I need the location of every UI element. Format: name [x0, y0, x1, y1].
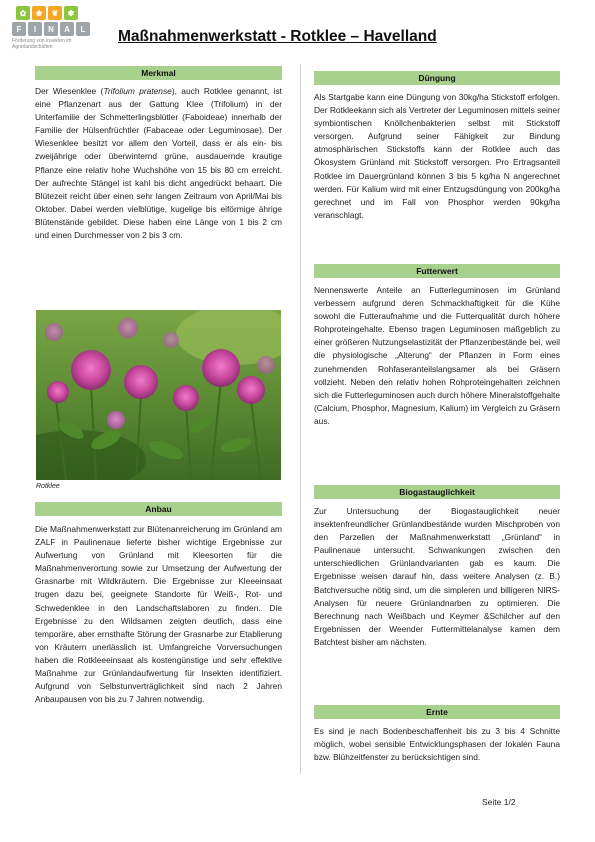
- futterwert-heading: Futterwert: [314, 264, 560, 278]
- futterwert-section: [314, 264, 560, 428]
- logo-letter: I: [28, 22, 42, 36]
- anbau-heading: Anbau: [35, 502, 282, 516]
- logo-subtitle: Förderung von Insekten im Agrarlandschaften: [12, 38, 72, 50]
- logo-leaf-icon: ❦: [48, 6, 62, 20]
- duengung-section: [314, 71, 560, 222]
- anbau-section: [35, 502, 282, 706]
- biogas-heading: Biogastauglichkeit: [314, 485, 560, 499]
- logo-bee-icon: ✿: [16, 6, 30, 20]
- futterwert-text: Nennenswerte Anteile an Futterleguminosen im Grünland verbessern aufgrund deren Schmackhaftigkeit für die Kühe sowohl die Futteraufnahme und die Futterqualität durch höhere Rohproteingehalte. Ebenso tragen Leguminosen maßgeblich zu einer größeren Nutzungselastizität der Pflanzenbestände bei, weil die physiologische „Alterung“ der Pflanzen in Form eines zunehmenden Rohfaseranteilslangsamer als bei Gräsern vollzieht. Neben den relativ hohen Rohproteingehalten zeichnen sich die Futterleguminosen auch durch höhere Mineralstoffgehalte (Calcium, Phosphor, Magnesium, Kalium) im Vergleich zu Gräsern aus.: [314, 285, 560, 426]
- logo-grain-icon: ✾: [64, 6, 78, 20]
- ernte-text: Es sind je nach Bodenbeschaffenheit bis zu 3 bis 4 Schnitte möglich, wobei sensible Entwicklungsphasen der lokalen Fauna bzw. Blühzeitfenster zu berücksichtigen sind.: [314, 726, 560, 763]
- logo-letter: N: [44, 22, 58, 36]
- logo-letter: F: [12, 22, 26, 36]
- photo-caption: Rotklee: [36, 483, 60, 490]
- biogas-section: [314, 485, 560, 649]
- page-title: Maßnahmenwerkstatt - Rotklee – Havelland: [118, 28, 437, 45]
- final-logo: [12, 6, 102, 62]
- logo-letter: A: [60, 22, 74, 36]
- logo-letter: L: [76, 22, 90, 36]
- column-divider: [300, 64, 301, 774]
- biogas-text: Zur Untersuchung der Biogastauglichkeit neuer insektenfreundlicher Grünlandbestände wurden Mischproben von den Parzellen der Maßnahmenwerkstatt „Grünland“ in Paulinenaue untersucht. Schwankungen zwischen den unterschiedlichen Grünlandvarianten gab es kaum. Die Ergebnisse weisen darauf hin, dass weitere Analysen (z. B.) Batchversuche nötig sind, um die simpleren und billigeren NIRS-Analysen für neuere Grünlandnarben zu optimieren. Die Berechnung nach Weißbach und Keymer &Schilcher auf den Ergebnissen der Weender Futtermittelanalyse kamen dem Batchtest bisher am nächsten.: [314, 506, 560, 647]
- ernte-heading: Ernte: [314, 705, 560, 719]
- duengung-text: Als Startgabe kann eine Düngung von 30kg/ha Stickstoff erfolgen. Der Rotkleekann sich als Vertreter der Leguminosen mittels seiner symbiontischen Knöllchenbakterien selbst mit Stickstoff versorgen. Aufgrund seiner Fähigkeit zur Bindung atmosphärischen Stickstoffs kann der Rotklee auch das Ökosystem Grünland mit Stickstoff versorgen. Pro Ertragsanteil Rotklee im Dauergrünland können 3 bis 5 kg/ha N angerechnet werden. Für Kalium wird mit einer Entzugsdüngung von 200kg/ha gerechnet und im Fall von Phosphor werden 90kg/ha veranschlagt.: [314, 92, 560, 220]
- duengung-heading: Düngung: [314, 71, 560, 85]
- ernte-section: [314, 705, 560, 764]
- clover-photo: [36, 310, 281, 480]
- logo-flower-icon: ❀: [32, 6, 46, 20]
- merkmal-section: [35, 66, 282, 242]
- anbau-text: Die Maßnahmenwerkstatt zur Blütenanreicherung im Grünland am ZALF in Paulinenaue lieferte bisher wichtige Ergebnisse zur Aufwertung von Grünland mit Kleesorten für die Maßnahmenverortung sowie zur Umsetzung der Aufwertung der Grasnarbe mit Wildkräutern. Die Ergebnisse zur Kleeeinsaat trugen dazu bei, geeignete Standorte für Weiß-, Rot- und Schwedenklee in den Landschaftslaboren zu finden. Die Ergebnisse zu den Wildsamen zeigten deutlich, dass eine temporäre, aber ernsthafte Störung der Grasnarbe zur Etablierung von Kräutern unerlässlich ist. Umfangreiche Vorversuchungen haben die Rotkleeeinsaat als kostengünstige und sehr effektive Maßnahme zur Grünlandaufwertung für Insekten identifiziert. Aufgrund von Selbstunverträglichkeit sind nach 2 Jahren Anbaupausen von bis zu 7 Jahren notwendig.: [35, 524, 282, 705]
- page-number: Seite 1/2: [482, 797, 516, 807]
- merkmal-text: Der Wiesenklee (Trifolium pratense), auch Rotklee genannt, ist eine Pflanzenart aus der Gattung Klee (Trifolium) in der Unterfamilie der Schmetterlingsblütler (Faboideae) innerhalb der Familie der Hülsenfrüchtler (Fabaceae oder Leguminosae). Der Wiesenklee besitzt vor allem den Vorteil, dass er als ein- bis zweijährige oder überwinternd grüne, ausdauernde krautige Pflanze eine relativ hohe Wuchshöhe von 15 bis 80 cm erreicht. Der aufrechte Stängel ist kahl bis dicht angedrückt behaart. Die Blütezeit reicht über einen sehr langen Zeitraum von April/Mai bis Oktober. Dabei werden vielblütige, kugelige bis eiförmige ährige Blütenstände gebildet. Diese haben eine Länge von 1 bis 2 cm und einen Durchmesser von 2 bis 3 cm.: [35, 86, 282, 241]
- merkmal-heading: Merkmal: [35, 66, 282, 80]
